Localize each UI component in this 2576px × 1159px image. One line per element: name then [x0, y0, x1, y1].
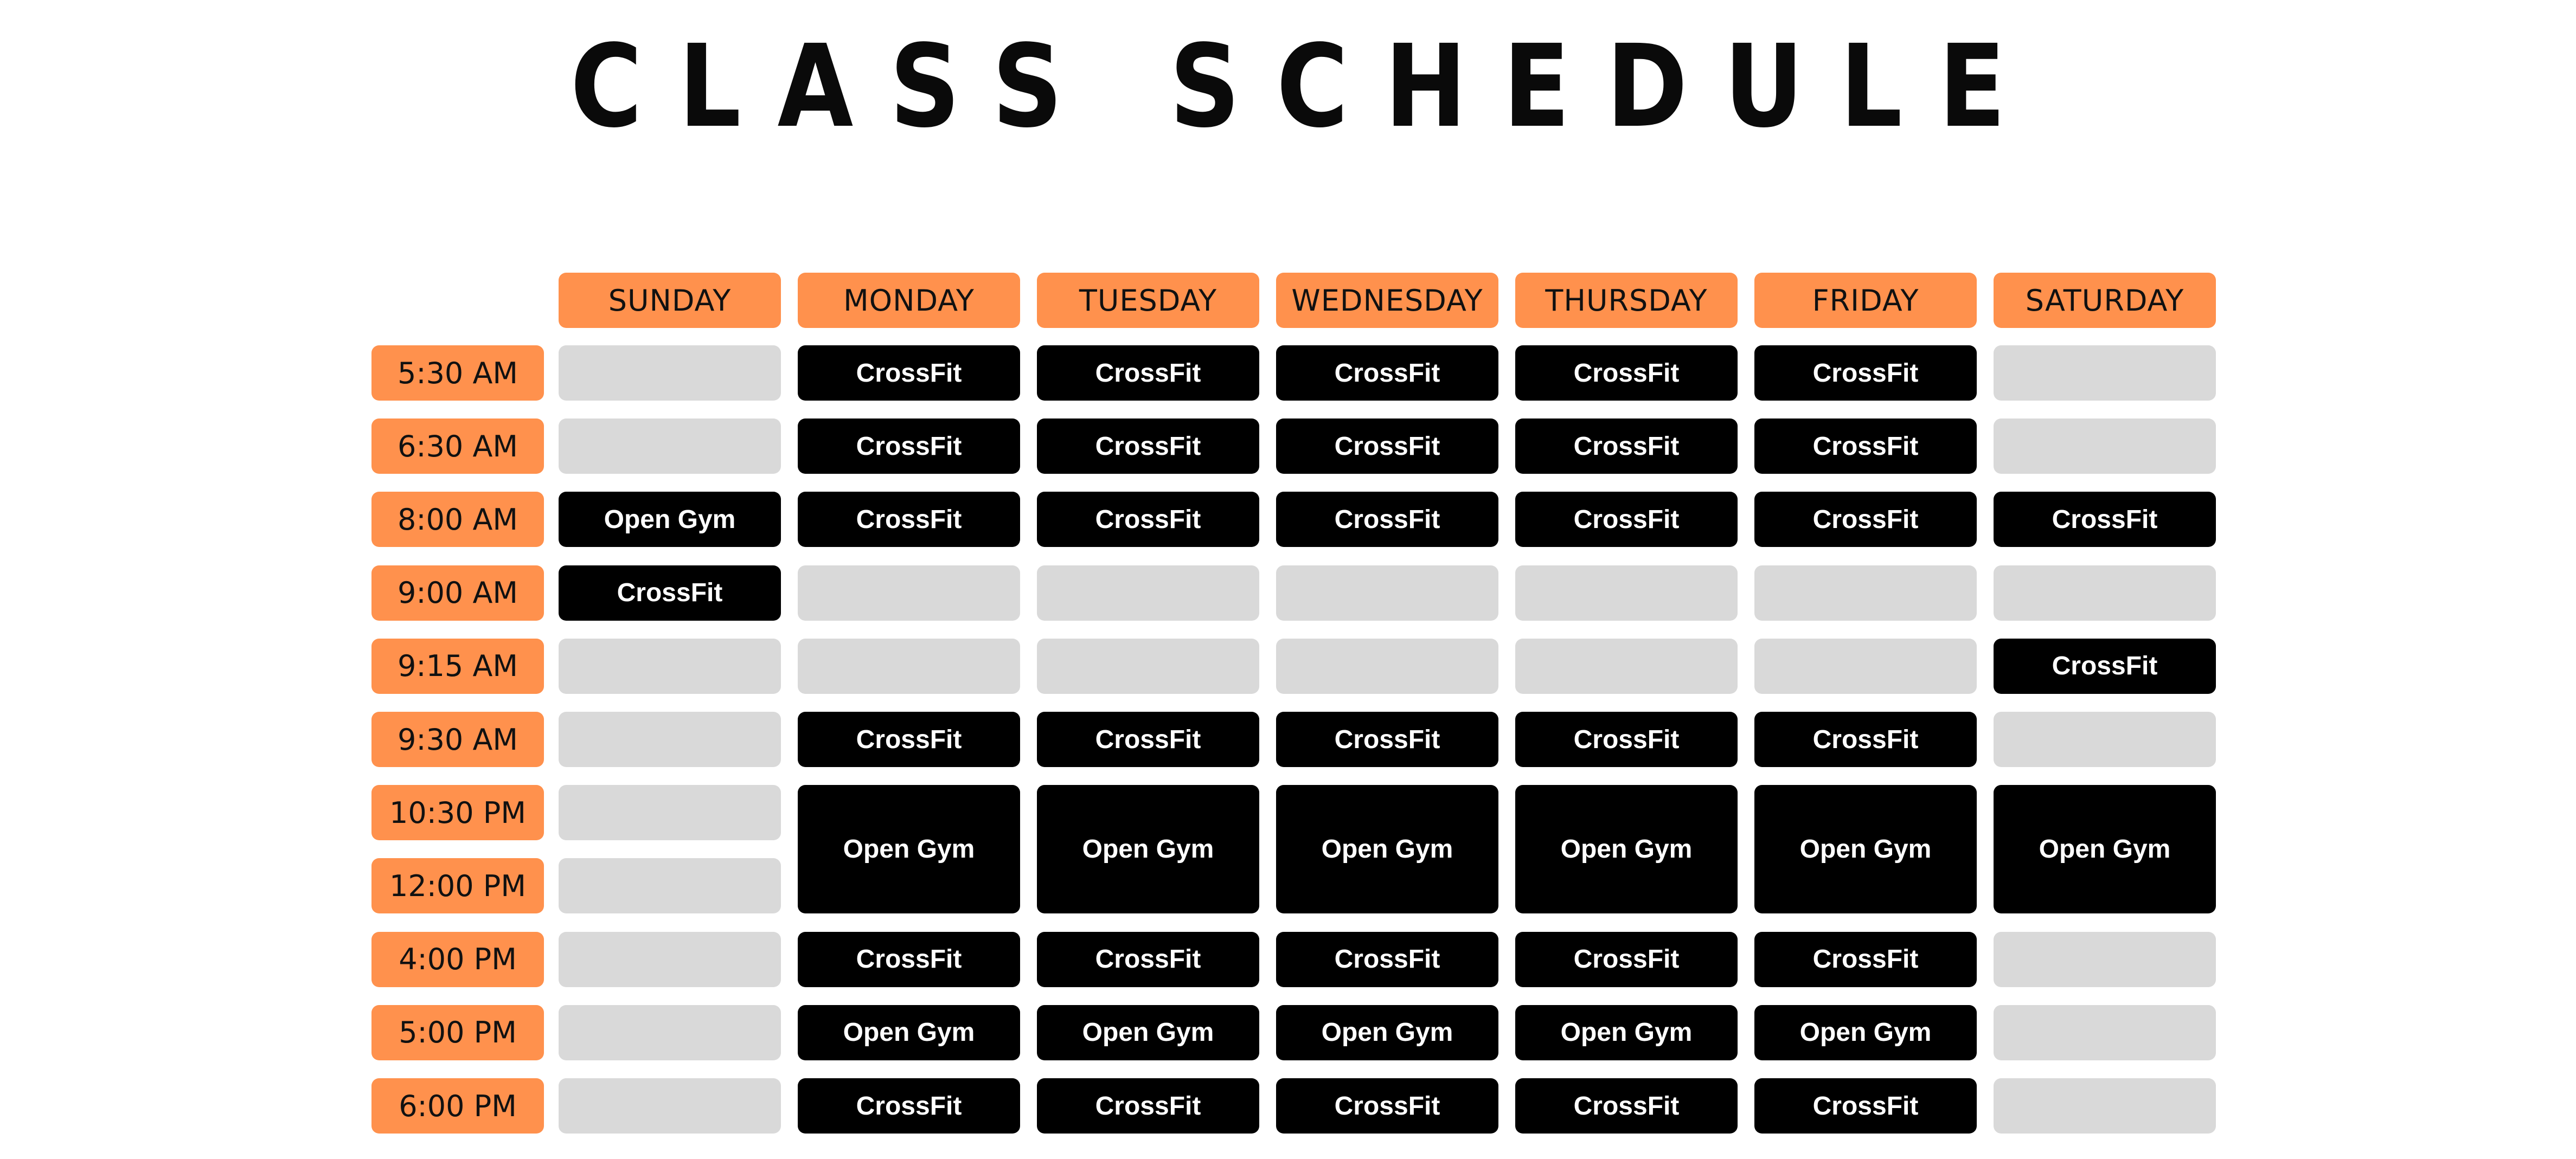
class-block-crossfit: CrossFit	[1037, 1078, 1259, 1134]
empty-slot	[559, 712, 781, 767]
day-header-friday: FRIDAY	[1754, 273, 1977, 328]
class-block-open-gym: Open Gym	[1515, 1005, 1738, 1060]
page-title: CLASS SCHEDULE	[570, 20, 2042, 153]
class-block-crossfit: CrossFit	[798, 418, 1020, 474]
class-block-crossfit: CrossFit	[1754, 345, 1977, 401]
class-block-crossfit: CrossFit	[559, 565, 781, 621]
empty-slot	[1994, 345, 2216, 401]
class-block-crossfit: CrossFit	[1276, 418, 1498, 474]
class-block-crossfit: CrossFit	[798, 345, 1020, 401]
class-block-crossfit: CrossFit	[1037, 932, 1259, 987]
class-block-crossfit: CrossFit	[1515, 418, 1738, 474]
class-block-open-gym: Open Gym	[1515, 785, 1738, 913]
class-block-crossfit: CrossFit	[1515, 712, 1738, 767]
empty-slot	[1994, 1005, 2216, 1060]
class-block-crossfit: CrossFit	[1754, 932, 1977, 987]
empty-slot	[1994, 932, 2216, 987]
time-label-10-30-pm: 10:30 PM	[371, 785, 544, 840]
empty-slot	[1994, 1078, 2216, 1134]
time-label-4-00-pm: 4:00 PM	[371, 932, 544, 987]
class-block-crossfit: CrossFit	[798, 492, 1020, 547]
class-block-crossfit: CrossFit	[1276, 1078, 1498, 1134]
class-block-crossfit: CrossFit	[1037, 345, 1259, 401]
class-block-open-gym: Open Gym	[1276, 785, 1498, 913]
class-block-crossfit: CrossFit	[1037, 418, 1259, 474]
class-block-open-gym: Open Gym	[1754, 785, 1977, 913]
empty-slot	[1037, 639, 1259, 694]
time-label-8-00-am: 8:00 AM	[371, 492, 544, 547]
empty-slot	[559, 1005, 781, 1060]
empty-slot	[559, 639, 781, 694]
class-block-crossfit: CrossFit	[1276, 932, 1498, 987]
empty-slot	[559, 418, 781, 474]
empty-slot	[1276, 565, 1498, 621]
class-block-open-gym: Open Gym	[1037, 785, 1259, 913]
class-block-crossfit: CrossFit	[1515, 492, 1738, 547]
empty-slot	[1994, 712, 2216, 767]
time-label-9-15-am: 9:15 AM	[371, 639, 544, 694]
time-label-9-00-am: 9:00 AM	[371, 565, 544, 621]
class-block-open-gym: Open Gym	[798, 785, 1020, 913]
empty-slot	[559, 1078, 781, 1134]
class-block-crossfit: CrossFit	[1515, 1078, 1738, 1134]
class-block-open-gym: Open Gym	[559, 492, 781, 547]
class-block-open-gym: Open Gym	[1276, 1005, 1498, 1060]
class-block-crossfit: CrossFit	[1276, 712, 1498, 767]
time-label-12-00-pm: 12:00 PM	[371, 858, 544, 913]
empty-slot	[559, 345, 781, 401]
empty-slot	[1037, 565, 1259, 621]
day-header-saturday: SATURDAY	[1994, 273, 2216, 328]
class-block-open-gym: Open Gym	[1754, 1005, 1977, 1060]
empty-slot	[1515, 565, 1738, 621]
empty-slot	[1994, 565, 2216, 621]
class-block-crossfit: CrossFit	[1037, 492, 1259, 547]
day-header-tuesday: TUESDAY	[1037, 273, 1259, 328]
class-block-open-gym: Open Gym	[798, 1005, 1020, 1060]
class-block-open-gym: Open Gym	[1037, 1005, 1259, 1060]
class-block-crossfit: CrossFit	[1037, 712, 1259, 767]
class-block-crossfit: CrossFit	[1276, 492, 1498, 547]
empty-slot	[1994, 418, 2216, 474]
empty-slot	[559, 858, 781, 913]
empty-slot	[1276, 639, 1498, 694]
empty-slot	[1754, 639, 1977, 694]
class-block-crossfit: CrossFit	[1276, 345, 1498, 401]
class-block-crossfit: CrossFit	[1754, 492, 1977, 547]
time-label-6-30-am: 6:30 AM	[371, 418, 544, 474]
time-label-9-30-am: 9:30 AM	[371, 712, 544, 767]
class-block-crossfit: CrossFit	[798, 712, 1020, 767]
empty-slot	[559, 932, 781, 987]
class-block-crossfit: CrossFit	[1994, 639, 2216, 694]
class-block-crossfit: CrossFit	[798, 1078, 1020, 1134]
time-label-5-30-am: 5:30 AM	[371, 345, 544, 401]
empty-slot	[798, 639, 1020, 694]
empty-slot	[559, 785, 781, 840]
class-block-crossfit: CrossFit	[1515, 932, 1738, 987]
class-block-crossfit: CrossFit	[1994, 492, 2216, 547]
class-block-crossfit: CrossFit	[1754, 1078, 1977, 1134]
class-block-crossfit: CrossFit	[798, 932, 1020, 987]
class-block-crossfit: CrossFit	[1515, 345, 1738, 401]
class-block-crossfit: CrossFit	[1754, 418, 1977, 474]
day-header-monday: MONDAY	[798, 273, 1020, 328]
class-block-open-gym: Open Gym	[1994, 785, 2216, 913]
empty-slot	[798, 565, 1020, 621]
empty-slot	[1754, 565, 1977, 621]
day-header-thursday: THURSDAY	[1515, 273, 1738, 328]
day-header-wednesday: WEDNESDAY	[1276, 273, 1498, 328]
class-block-crossfit: CrossFit	[1754, 712, 1977, 767]
day-header-sunday: SUNDAY	[559, 273, 781, 328]
time-label-5-00-pm: 5:00 PM	[371, 1005, 544, 1060]
empty-slot	[1515, 639, 1738, 694]
time-label-6-00-pm: 6:00 PM	[371, 1078, 544, 1134]
